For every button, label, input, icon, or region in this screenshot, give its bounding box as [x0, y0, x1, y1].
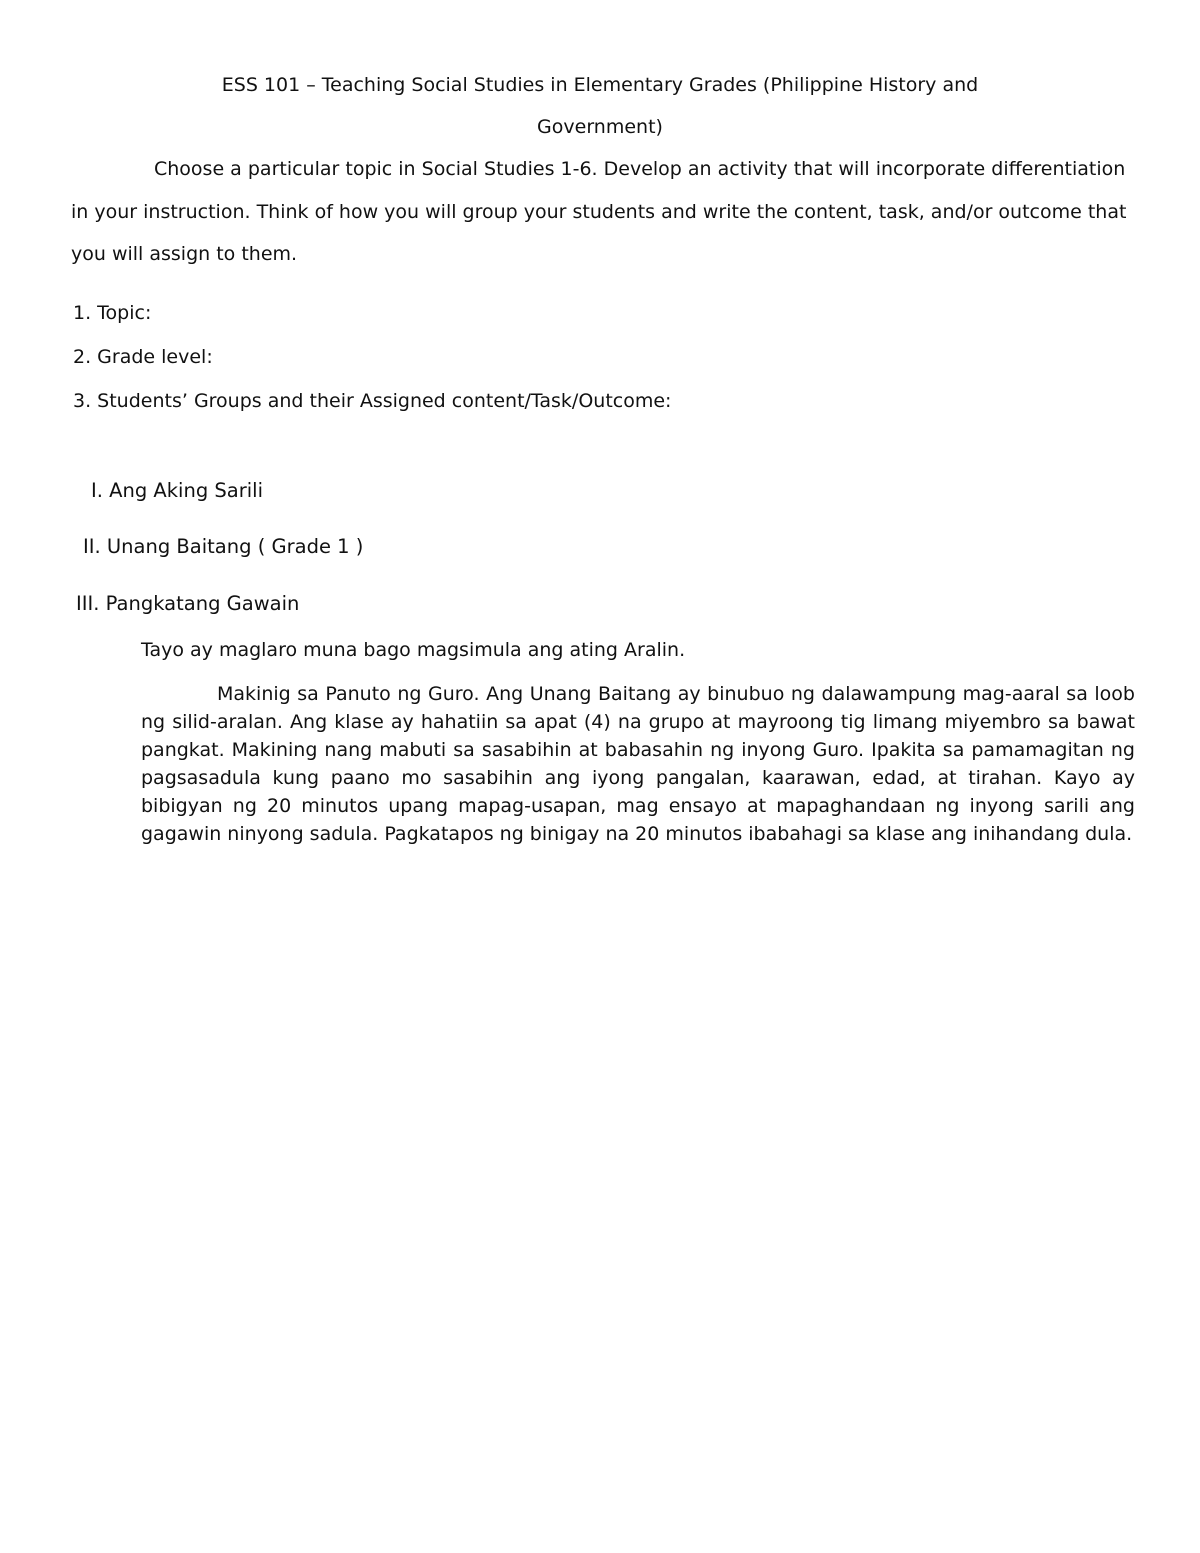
activity-paragraph: Makinig sa Panuto ng Guro. Ang Unang Baitang ay binubuo ng dalawampung mag-aaral sa loob ng silid-aralan. Ang klase ay hahatiin sa apat (4) na grupo at mayroong tig limang miyembro sa bawat pangkat. Makining nang mabuti sa sasabihin at babasahin ng inyong Guro. Ipakita sa pamamagitan ng pagsasadula kung paano mo sasabihin ang iyong pangalan, kaarawan, edad, at tirahan. Kayo ay bibigyan ng 20 minutos upang mapag-usapan, mag ensayo at mapaghandaan ng inyong sarili ang gagawin ninyong sadula. Pagkatapos ng binigay na 20 minutos ibabahagi sa klase ang inihandang dula.: [141, 683, 1135, 845]
document-title: [0, 64, 1200, 148]
instructions-paragraph: Choose a particular topic in Social Studies 1-6. Develop an activity that will incorporate differentiation in your instruction. Think of how you will group your students and write the content, task, and/or outcome that you will assign to them.: [71, 158, 1127, 265]
question-topic: 1. Topic:: [73, 302, 152, 324]
question-grade-level: 2. Grade level:: [73, 346, 213, 368]
question-student-groups: 3. Students’ Groups and their Assigned content/Task/Outcome:: [73, 390, 672, 412]
title-line-1: ESS 101 – Teaching Social Studies in Elementary Grades (Philippine History and: [221, 74, 979, 96]
activity-lead: Tayo ay maglaro muna bago magsimula ang ating Aralin.: [141, 639, 686, 661]
title-line-2: Government): [537, 116, 663, 138]
section-pangkatang-gawain: III. Pangkatang Gawain: [76, 592, 300, 615]
section-unang-baitang: II. Unang Baitang ( Grade 1 ): [83, 535, 364, 558]
section-ang-aking-sarili: I. Ang Aking Sarili: [91, 479, 264, 502]
